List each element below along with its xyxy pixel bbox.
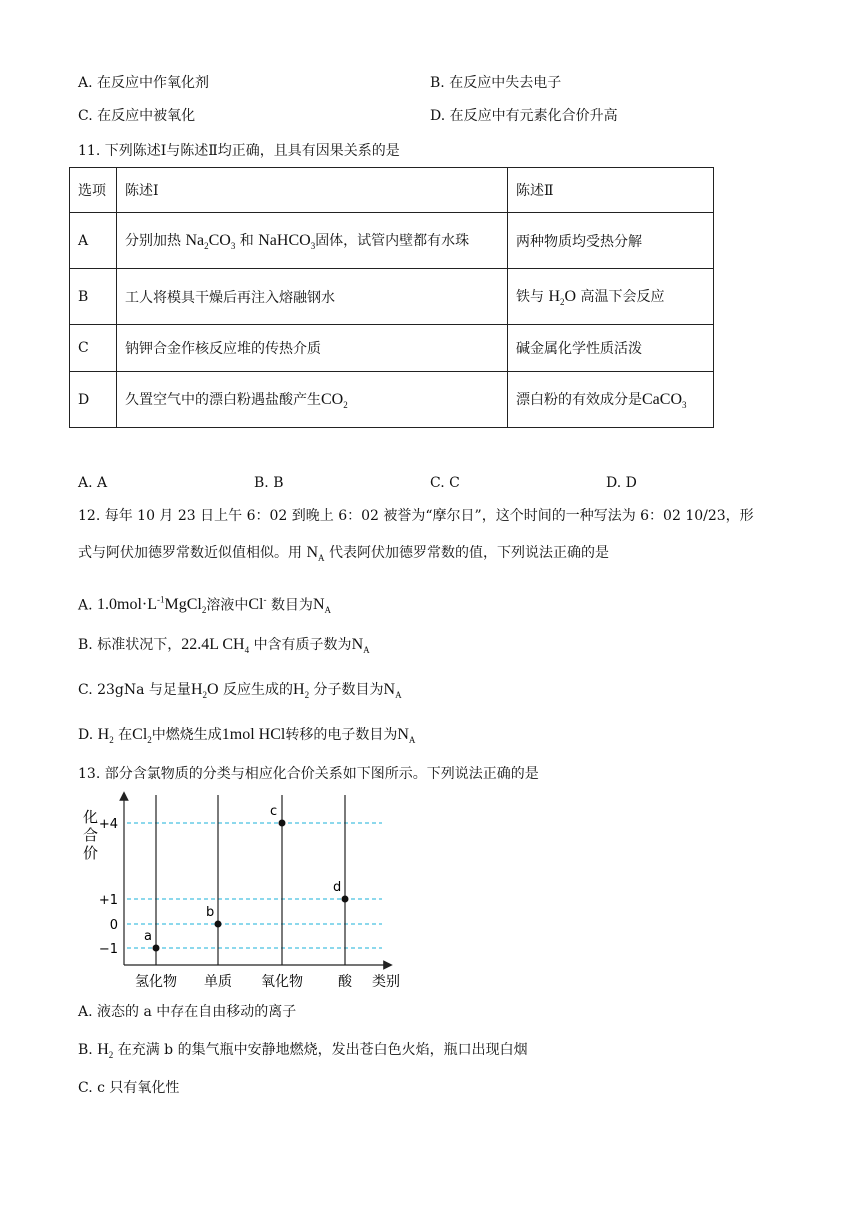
- header-statement-2: 陈述Ⅱ: [508, 168, 714, 213]
- data-point-a: [153, 945, 160, 952]
- table-row: [70, 213, 714, 269]
- text: 高温下会反应: [580, 288, 665, 305]
- q12-option-a: [78, 590, 331, 621]
- x-tick-label: 单质: [204, 974, 232, 990]
- q10-option-a: A. 在反应中作氧化剂: [78, 75, 210, 91]
- row-statement-2: 碱金属化学性质活泼: [508, 325, 714, 372]
- text: 久置空气中的漂白粉遇盐酸产生: [125, 391, 321, 408]
- formula-co2: $CO_2$: [321, 390, 348, 411]
- q11-answer-c: C. C: [430, 475, 460, 491]
- q11-answer-a: A. A: [78, 475, 108, 491]
- text: B.: [78, 1042, 93, 1058]
- text: 式与阿伏加德罗常数近似值相似。用: [78, 545, 302, 561]
- row-option: B: [70, 269, 117, 325]
- row-statement-2: [508, 269, 714, 325]
- table-row: [70, 325, 714, 372]
- data-label-b: b: [206, 905, 215, 920]
- text: 中燃烧生成: [151, 727, 222, 743]
- text: 分子数目为: [313, 682, 384, 698]
- table-row: [70, 372, 714, 428]
- category-lines: [156, 795, 345, 965]
- formula-h2: $H_2$: [97, 726, 114, 746]
- formula-hcl: 1mol HCl: [221, 726, 286, 743]
- formula-na: $N_A$: [351, 636, 370, 656]
- data-point-c: [279, 820, 286, 827]
- y-axis-label-char: 合: [83, 826, 99, 844]
- formula-caco3: CaCO$_3$: [642, 390, 687, 411]
- q10-option-d: D. 在反应中有元素化合价升高: [430, 108, 618, 124]
- text: D.: [78, 727, 94, 743]
- y-tick-label: +1: [98, 893, 118, 908]
- formula-na: $N_A$: [306, 544, 325, 564]
- formula-h2: $H_2$: [97, 1041, 114, 1061]
- formula-na: $N_A$: [397, 726, 416, 746]
- row-option: A: [70, 213, 117, 269]
- y-axis-label-char: 化: [83, 808, 99, 826]
- formula-h2o: $H_2O$: [548, 287, 577, 308]
- formula-h2o: $H_2O$: [190, 681, 219, 701]
- q12-option-b: [78, 635, 370, 660]
- text: 分别加热: [125, 232, 181, 249]
- text: 和: [239, 232, 254, 249]
- grid-lines: [127, 823, 382, 948]
- y-axis-label: [83, 808, 98, 862]
- formula-nahco3: NaHCO$_3$: [258, 231, 316, 252]
- q10-option-b: B. 在反应中失去电子: [430, 75, 562, 91]
- x-axis-label: 类别: [372, 974, 400, 990]
- table-row: [70, 269, 714, 325]
- q13-option-c: C. c 只有氧化性: [78, 1080, 180, 1096]
- data-label-a: a: [144, 929, 152, 944]
- q11-answer-b: B. B: [254, 475, 284, 491]
- data-label-d: d: [333, 880, 342, 895]
- data-label-c: c: [270, 804, 278, 819]
- text: B. 标准状况下，: [78, 637, 182, 653]
- q12-option-c: [78, 680, 402, 705]
- text: 漂白粉的有效成分是: [516, 391, 642, 408]
- row-statement-1: 工人将模具干燥后再注入熔融钢水: [117, 269, 508, 325]
- table-header-row: [70, 168, 714, 213]
- text: 转移的电子数目为: [285, 727, 398, 743]
- row-statement-1: [117, 372, 508, 428]
- formula-na: $N_A$: [312, 596, 331, 616]
- y-tick-label: −1: [98, 942, 118, 957]
- x-tick-label: 氢化物: [135, 974, 177, 990]
- q12-option-d: [78, 725, 415, 750]
- text: 中含有质子数为: [253, 637, 352, 653]
- row-statement-1: 钠钾合金作核反应堆的传热介质: [117, 325, 508, 372]
- q11-table: [69, 167, 714, 428]
- row-option: C: [70, 325, 117, 372]
- text: 在: [118, 727, 133, 743]
- text: 铁与: [516, 288, 544, 305]
- data-point-b: [215, 921, 222, 928]
- data-points: [144, 804, 349, 952]
- q11-answer-d: D. D: [606, 475, 637, 491]
- valence-chart: [70, 790, 410, 995]
- text: 数目为: [270, 597, 313, 614]
- text: C. 23gNa 与足量: [78, 682, 191, 698]
- row-statement-2: 两种物质均受热分解: [508, 213, 714, 269]
- formula-cl-minus: Cl-: [248, 595, 267, 614]
- x-tick-label: 酸: [338, 974, 352, 990]
- y-tick-labels: [99, 817, 118, 957]
- formula-mgcl2: $1.0mol\cdot L^{-1}MgCl_2$: [97, 595, 207, 616]
- header-option: 选项: [70, 168, 117, 213]
- formula-na2co3: $Na_2CO_3$: [185, 231, 236, 252]
- q10-option-c: C. 在反应中被氧化: [78, 108, 196, 124]
- text: 代表阿伏加德罗常数的值，下列说法正确的是: [328, 545, 609, 561]
- formula-na: $N_A$: [383, 681, 402, 701]
- text: A.: [78, 597, 93, 614]
- formula-ch4: 22.4L $CH_4$: [181, 636, 250, 656]
- x-tick-labels: [135, 973, 353, 990]
- formula-h2: $H_2$: [293, 681, 310, 701]
- formula-cl2: $Cl_2$: [132, 726, 152, 746]
- row-statement-2: [508, 372, 714, 428]
- y-axis-label-char: 价: [83, 844, 99, 862]
- text: 固体，试管内壁都有水珠: [315, 232, 470, 249]
- y-tick-label: +4: [98, 817, 118, 832]
- q13-option-b: [78, 1040, 528, 1065]
- y-tick-label: 0: [109, 918, 118, 933]
- text: 溶液中: [206, 597, 249, 614]
- q13-option-a: A. 液态的 a 中存在自由移动的离子: [78, 1004, 297, 1020]
- q13-stem: 13. 部分含氯物质的分类与相应化合价关系如下图所示。下列说法正确的是: [78, 766, 539, 782]
- q12-stem-line-1: 12. 每年 10 月 23 日上午 6：02 到晚上 6：02 被誉为“摩尔日”，这个时间的一种写法为 6：02 10/23，形: [78, 508, 754, 524]
- header-statement-1: 陈述Ⅰ: [117, 168, 508, 213]
- q12-stem-line-2: [78, 543, 609, 568]
- q11-stem: 11. 下列陈述Ⅰ与陈述Ⅱ均正确，且具有因果关系的是: [78, 143, 400, 159]
- data-point-d: [342, 896, 349, 903]
- text: 在充满 b 的集气瓶中安静地燃烧，发出苍白色火焰，瓶口出现白烟: [117, 1042, 528, 1058]
- text: 反应生成的: [223, 682, 294, 698]
- row-option: D: [70, 372, 117, 428]
- row-statement-1: [117, 213, 508, 269]
- x-tick-label: 氧化物: [261, 974, 303, 990]
